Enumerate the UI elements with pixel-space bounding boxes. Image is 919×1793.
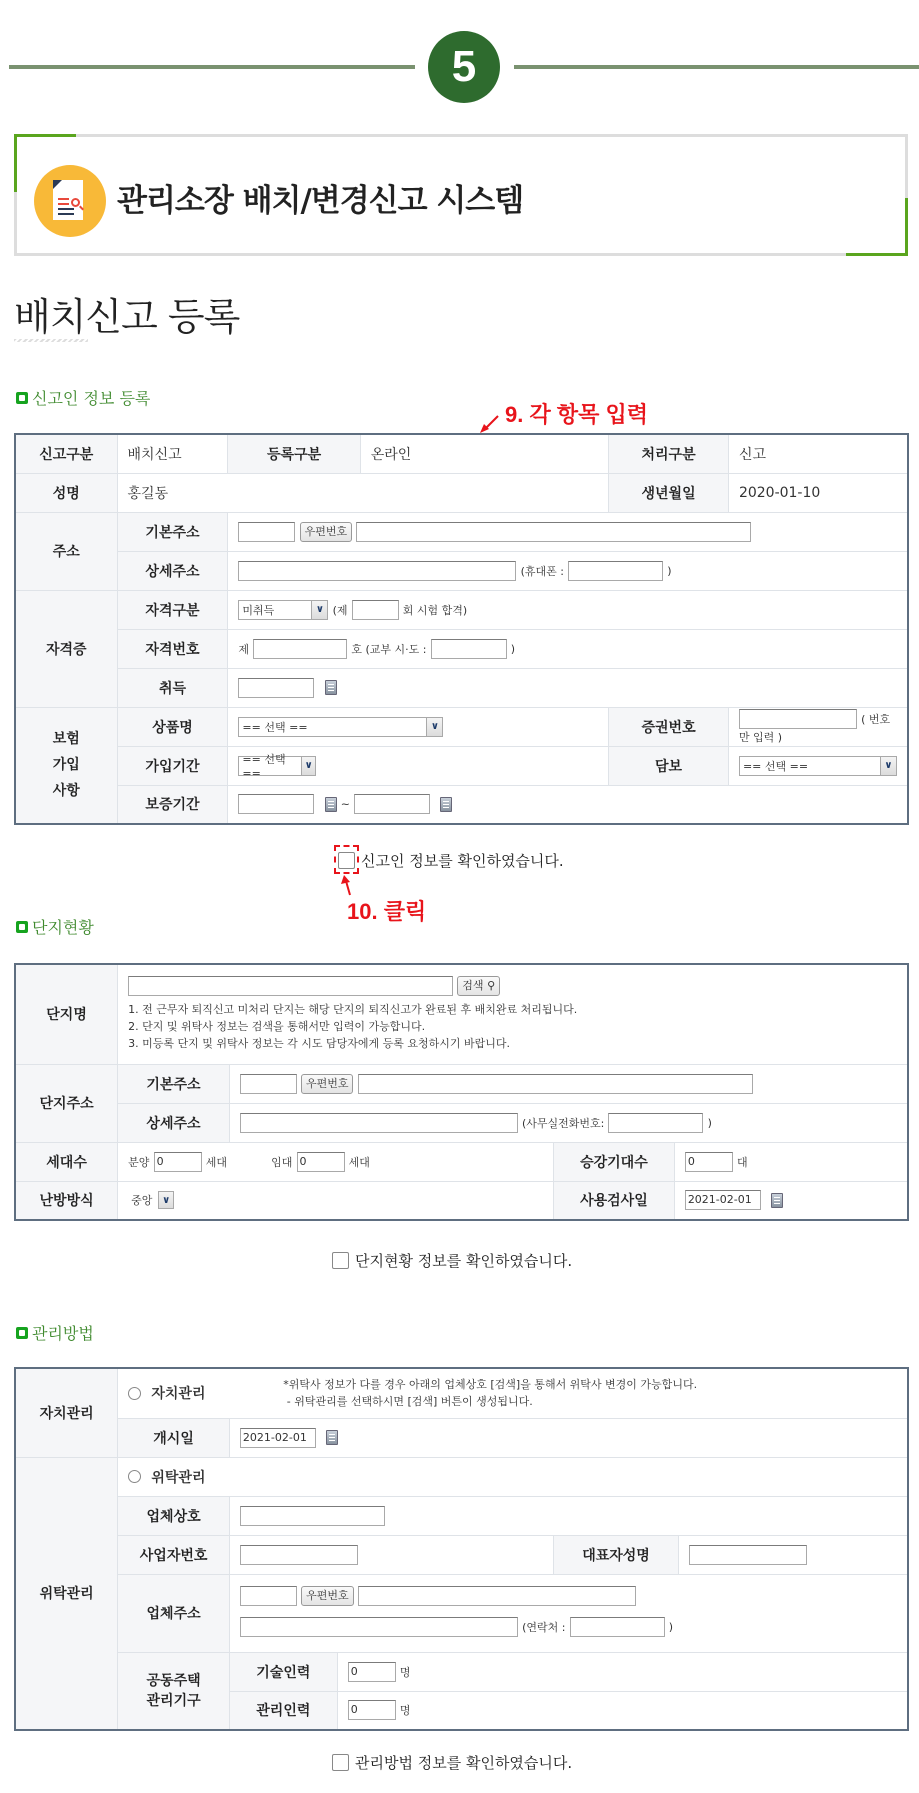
section-title: 관리방법 <box>32 1324 94 1343</box>
policy-hint: ( 번호만 입력 ) <box>738 712 891 744</box>
label-inspection-date: 사용검사일 <box>554 1181 675 1220</box>
policy-no-input[interactable] <box>739 709 857 729</box>
management-notes: *위탁사 정보가 다를 경우 아래의 업체상호 [검색]을 통해서 위탁사 변경이 가능합니다. - 위탁관리를 선택하시면 [검색] 버튼이 생성됩니다. <box>283 1378 698 1408</box>
basic-address-input[interactable] <box>358 1074 753 1094</box>
step-number-badge: 5 <box>428 31 500 103</box>
company-name-input[interactable] <box>240 1506 385 1526</box>
guarantee-start-input[interactable] <box>238 794 314 814</box>
exam-suffix: 회 시험 합격) <box>402 603 468 617</box>
management-form-table <box>14 1367 909 1731</box>
complex-notes: 1. 전 근무자 퇴직신고 미처리 단지는 해당 단지의 퇴직신고가 완료된 후 배치완료 처리됩니다. 2. 단지 및 위탁사 정보는 검색을 통해서만 입력이 가능합니다. 3. 미등록 단지 및 위탁사 정보는 각 시도 담당자에게 등록 요청하시기 바랍니다. <box>128 1003 578 1051</box>
business-no-input[interactable] <box>240 1545 358 1565</box>
chevron-down-icon: ∨ <box>301 757 315 775</box>
calendar-icon[interactable] <box>325 797 337 812</box>
label-policy-no: 증권번호 <box>609 707 729 746</box>
rent-households-input[interactable]: 0 <box>297 1152 345 1172</box>
guarantee-end-input[interactable] <box>354 794 430 814</box>
label-entrusted-management: 위탁관리 <box>15 1457 118 1730</box>
label-elevators: 승강기대수 <box>554 1142 675 1181</box>
paren: ) <box>707 1116 712 1129</box>
company-address-input[interactable] <box>358 1586 636 1606</box>
document-search-icon <box>34 165 106 237</box>
step-divider-right <box>514 65 919 69</box>
zipcode-button[interactable]: 우편번호 <box>301 1586 354 1606</box>
label-ceo-name: 대표자성명 <box>554 1535 679 1574</box>
label-guarantee-period: 보증기간 <box>117 785 228 824</box>
label-proc-type: 처리구분 <box>609 434 729 473</box>
company-detail-address-input[interactable] <box>240 1617 518 1637</box>
start-date-input[interactable]: 2021-02-01 <box>240 1428 316 1448</box>
issuing-city-input[interactable] <box>431 639 507 659</box>
complex-confirm-checkbox[interactable] <box>332 1252 349 1269</box>
section-reporter-heading <box>16 386 150 409</box>
confirm-label: 관리방법 정보를 확인하였습니다. <box>355 1754 573 1772</box>
step-divider-left <box>9 65 415 69</box>
annotation-step9: 9. 각 항목 입력 <box>505 402 648 427</box>
label-address: 주소 <box>15 512 117 590</box>
label-complex-name: 단지명 <box>15 964 118 1064</box>
license-no-input[interactable] <box>253 639 347 659</box>
calendar-icon[interactable] <box>325 680 337 695</box>
chevron-down-icon: ∨ <box>426 718 442 736</box>
calendar-icon[interactable] <box>440 797 452 812</box>
tech-staff-input[interactable]: 0 <box>348 1662 396 1682</box>
ceo-name-input[interactable] <box>689 1545 807 1565</box>
unit: 명 <box>399 1704 411 1718</box>
paren: ) <box>510 642 516 655</box>
label-basic-address: 기본주소 <box>118 1064 230 1103</box>
value-proc-type: 신고 <box>728 434 908 473</box>
annotation-step10: 10. 클릭 <box>347 899 427 924</box>
label-reg-type: 등록구분 <box>228 434 360 473</box>
issuing-city-label: 호 (교부 시·도 : <box>351 642 427 656</box>
label-license: 자격증 <box>15 590 117 707</box>
reporter-form-table <box>14 433 909 825</box>
elevator-count-input[interactable]: 0 <box>685 1152 733 1172</box>
search-button[interactable]: 검색 ⚲ <box>457 976 500 996</box>
radio-label: 자치관리 <box>151 1386 206 1403</box>
square-bullet-icon <box>16 392 28 404</box>
acquired-date-input[interactable] <box>238 678 314 698</box>
zipcode-input[interactable] <box>238 522 295 542</box>
section-management-heading <box>16 1321 94 1344</box>
chevron-down-icon: ∨ <box>158 1191 174 1209</box>
label-insurance: 보험 가입 사항 <box>15 707 117 824</box>
label-detail-address: 상세주소 <box>117 551 228 590</box>
confirm-label: 신고인 정보를 확인하였습니다. <box>361 852 564 870</box>
label-mgmt-staff: 관리인력 <box>229 1691 337 1730</box>
radio-label: 위탁관리 <box>151 1469 206 1486</box>
label-detail-address: 상세주소 <box>118 1103 230 1142</box>
value-birth: 2020-01-10 <box>728 473 908 512</box>
tilde: ~ <box>340 797 350 811</box>
title-underline <box>14 339 88 342</box>
unit: 세대 <box>348 1155 370 1169</box>
chevron-down-icon: ∨ <box>311 601 327 619</box>
complex-form-table <box>14 963 909 1221</box>
label-self-management: 자치관리 <box>15 1368 118 1457</box>
square-bullet-icon <box>16 921 28 933</box>
mobile-label: (휴대폰 : <box>520 564 564 578</box>
heating-select[interactable]: 중앙 ∨ <box>128 1190 174 1210</box>
sale-households-input[interactable]: 0 <box>154 1152 202 1172</box>
value-name: 홍길동 <box>117 473 609 512</box>
label-name: 성명 <box>15 473 117 512</box>
office-phone-input[interactable] <box>608 1113 703 1133</box>
zipcode-input[interactable] <box>240 1586 297 1606</box>
value-reg-type: 온라인 <box>360 434 608 473</box>
label-households: 세대수 <box>15 1142 118 1181</box>
management-confirm[interactable] <box>332 1752 572 1773</box>
exam-round-input[interactable] <box>352 600 399 620</box>
detail-address-input[interactable] <box>238 561 516 581</box>
section-complex-heading <box>16 915 94 938</box>
banner-title: 관리소장 배치/변경신고 시스템 <box>117 183 524 219</box>
detail-address-input[interactable] <box>240 1113 518 1133</box>
office-phone-label: (사무실전화번호: <box>521 1116 605 1130</box>
unit: 대 <box>736 1155 748 1169</box>
chevron-down-icon: ∨ <box>880 757 896 775</box>
value-report-type: 배치신고 <box>117 434 228 473</box>
unit: 세대 <box>205 1155 227 1169</box>
section-title: 신고인 정보 등록 <box>32 389 151 408</box>
self-management-radio[interactable] <box>128 1387 141 1400</box>
label-join-period: 가입기간 <box>117 746 228 785</box>
confirm-label: 단지현황 정보를 확인하였습니다. <box>355 1252 573 1270</box>
collateral-select[interactable]: == 선택 == ∨ <box>739 756 897 776</box>
zipcode-input[interactable] <box>240 1074 297 1094</box>
search-icon: ⚲ <box>487 979 496 993</box>
reporter-confirm-checkbox[interactable] <box>338 852 355 869</box>
reporter-confirm[interactable] <box>338 850 564 871</box>
basic-address-input[interactable] <box>356 522 751 542</box>
complex-confirm[interactable] <box>332 1250 572 1271</box>
zipcode-button[interactable]: 우편번호 <box>301 1074 354 1094</box>
sale-label: 분양 <box>128 1155 150 1169</box>
label-report-type: 신고구분 <box>15 434 117 473</box>
management-confirm-checkbox[interactable] <box>332 1754 349 1771</box>
label-heating: 난방방식 <box>15 1181 118 1220</box>
zipcode-button[interactable]: 우편번호 <box>300 522 353 542</box>
exam-prefix: (제 <box>332 603 348 617</box>
mobile-input[interactable] <box>568 561 663 581</box>
label-license-no: 자격번호 <box>117 629 228 668</box>
label-birth: 생년월일 <box>609 473 729 512</box>
label-license-type: 자격구분 <box>117 590 228 629</box>
product-select[interactable]: == 선택 == ∨ <box>238 717 443 737</box>
contact-input[interactable] <box>570 1617 665 1637</box>
label-business-no: 사업자번호 <box>118 1535 230 1574</box>
calendar-icon[interactable] <box>326 1430 338 1445</box>
label-housing-org: 공동주택 관리기구 <box>118 1652 230 1730</box>
section-title: 단지현황 <box>32 918 94 937</box>
annotation-arrow-icon <box>340 875 356 897</box>
license-type-select[interactable]: 미취득 ∨ <box>238 600 328 620</box>
page-title: 배치신고 등록 <box>14 295 240 339</box>
inspection-date-input[interactable]: 2021-02-01 <box>685 1190 761 1210</box>
rent-label: 임대 <box>271 1155 293 1169</box>
complex-name-input[interactable] <box>128 976 453 996</box>
label-complex-address: 단지주소 <box>15 1064 118 1142</box>
square-bullet-icon <box>16 1327 28 1339</box>
label-start-date: 개시일 <box>118 1418 230 1457</box>
label-basic-address: 기본주소 <box>117 512 228 551</box>
label-collateral: 담보 <box>609 746 729 785</box>
paren: ) <box>667 564 672 577</box>
label-company-address: 업체주소 <box>118 1574 230 1652</box>
license-no-prefix: 제 <box>238 642 250 656</box>
calendar-icon[interactable] <box>771 1193 783 1208</box>
system-banner <box>14 134 908 256</box>
annotation-arrow-icon <box>478 414 502 434</box>
unit: 명 <box>399 1665 411 1679</box>
label-tech-staff: 기술인력 <box>229 1652 337 1691</box>
entrusted-management-radio[interactable] <box>128 1470 141 1483</box>
join-period-select[interactable]: == 선택 == ∨ <box>238 756 316 776</box>
mgmt-staff-input[interactable]: 0 <box>348 1700 396 1720</box>
contact-label: (연락처 : <box>522 1620 566 1634</box>
label-acquired: 취득 <box>117 668 228 707</box>
label-company-name: 업체상호 <box>118 1496 230 1535</box>
paren: ) <box>668 1620 674 1634</box>
label-product: 상품명 <box>117 707 228 746</box>
